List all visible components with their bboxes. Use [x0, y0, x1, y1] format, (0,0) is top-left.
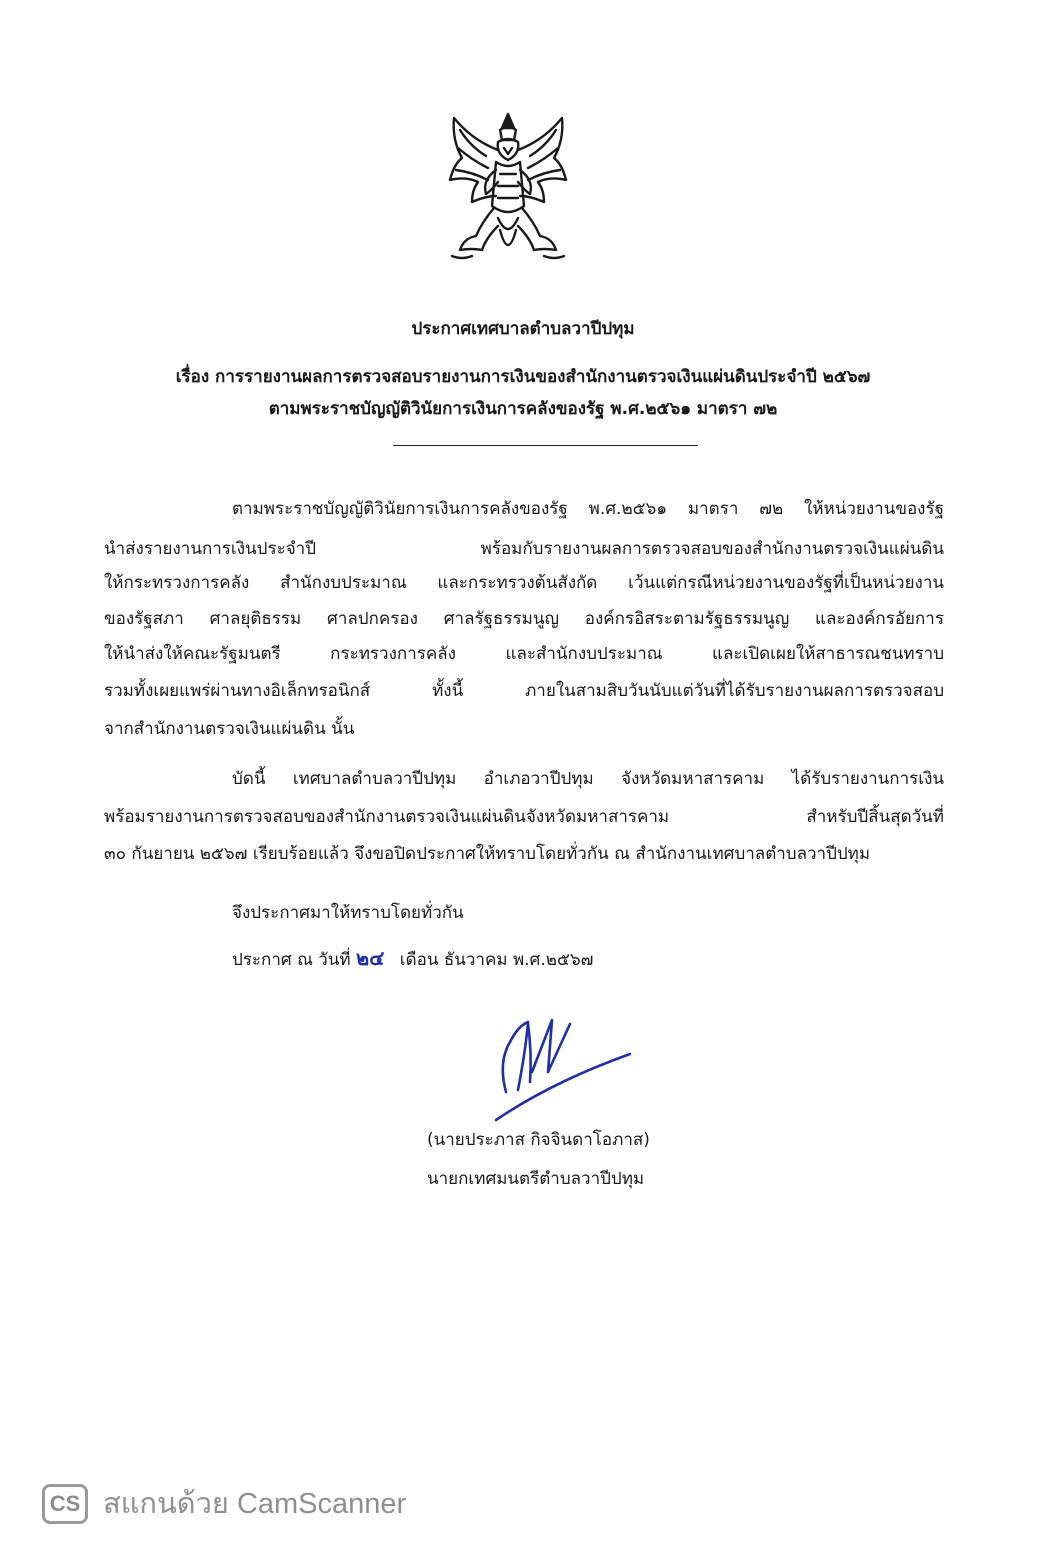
closing-statement: จึงประกาศมาให้ทราบโดยทั่วกัน: [232, 903, 464, 923]
paragraph-2-line: พร้อมรายงานการตรวจสอบของสำนักงานตรวจเงินแผ่นดินจังหวัดมหาสารคาม สำหรับปีสิ้นสุดวันที่: [104, 807, 944, 827]
paragraph-1-line: จากสำนักงานตรวจเงินแผ่นดิน นั้น: [104, 719, 355, 739]
signature-icon: [492, 1012, 632, 1122]
paragraph-1-line: ของรัฐสภา ศาลยุติธรรม ศาลปกครอง ศาลรัฐธรรมนูญ องค์กรอิสระตามรัฐธรรมนูญ และองค์กรอัยการ: [104, 609, 944, 629]
paragraph-1-line: ให้กระทรวงการคลัง สำนักงบประมาณ และกระทรวงต้นสังกัด เว้นแต่กรณีหน่วยงานของรัฐที่เป็นหน่วยงาน: [104, 573, 944, 593]
announcement-date: [232, 947, 593, 971]
camscanner-logo-icon: CS: [42, 1484, 88, 1524]
signer-position: นายกเทศมนตรีตำบลวาปีปทุม: [427, 1169, 645, 1189]
handwritten-day: ๒๔: [356, 946, 385, 970]
paragraph-1-line: ตามพระราชบัญญัติวินัยการเงินการคลังของรัฐ พ.ศ.๒๕๖๑ มาตรา ๗๒ ให้หน่วยงานของรัฐ: [232, 499, 944, 519]
garuda-emblem-icon: [442, 110, 574, 270]
paragraph-1-line: รวมทั้งเผยแพร่ผ่านทางอิเล็กทรอนิกส์ ทั้งนี้ ภายในสามสิบวันนับแต่วันที่ได้รับรายงานผลการตรวจสอบ: [104, 681, 944, 701]
paragraph-2-line: บัดนี้ เทศบาลตำบลวาปีปทุม อำเภอวาปีปทุม จังหวัดมหาสารคาม ได้รับรายงานการเงิน: [232, 769, 944, 789]
paragraph-2-line: ๓๐ กันยายน ๒๕๖๗ เรียบร้อยแล้ว จึงขอปิดประกาศให้ทราบโดยทั่วกัน ณ สำนักงานเทศบาลตำบลวาปีปทุม: [104, 844, 871, 864]
paragraph-1-line: ให้นำส่งให้คณะรัฐมนตรี กระทรวงการคลัง และสำนักงบประมาณ และเปิดเผยให้สาธารณชนทราบ: [104, 644, 944, 664]
signer-name: (นายประภาส กิจจินดาโอภาส): [427, 1130, 650, 1150]
heading-divider: [393, 445, 698, 446]
camscanner-watermark: สแกนด้วย CamScanner: [103, 1488, 407, 1520]
subject-line-1: เรื่อง การรายงานผลการตรวจสอบรายงานการเงินของสำนักงานตรวจเงินแผ่นดินประจำปี ๒๕๖๗: [175, 367, 871, 387]
announcement-suffix: เดือน ธันวาคม พ.ศ.๒๕๖๗: [399, 950, 594, 970]
paragraph-1-line: นำส่งรายงานการเงินประจำปี พร้อมกับรายงานผลการตรวจสอบของสำนักงานตรวจเงินแผ่นดิน: [104, 539, 944, 559]
issuer-heading: ประกาศเทศบาลตำบลวาปีปทุม: [411, 319, 635, 339]
announcement-prefix: ประกาศ ณ วันที่: [232, 950, 351, 970]
subject-line-2: ตามพระราชบัญญัติวินัยการเงินการคลังของรัฐ พ.ศ.๒๕๖๑ มาตรา ๗๒: [268, 399, 778, 419]
